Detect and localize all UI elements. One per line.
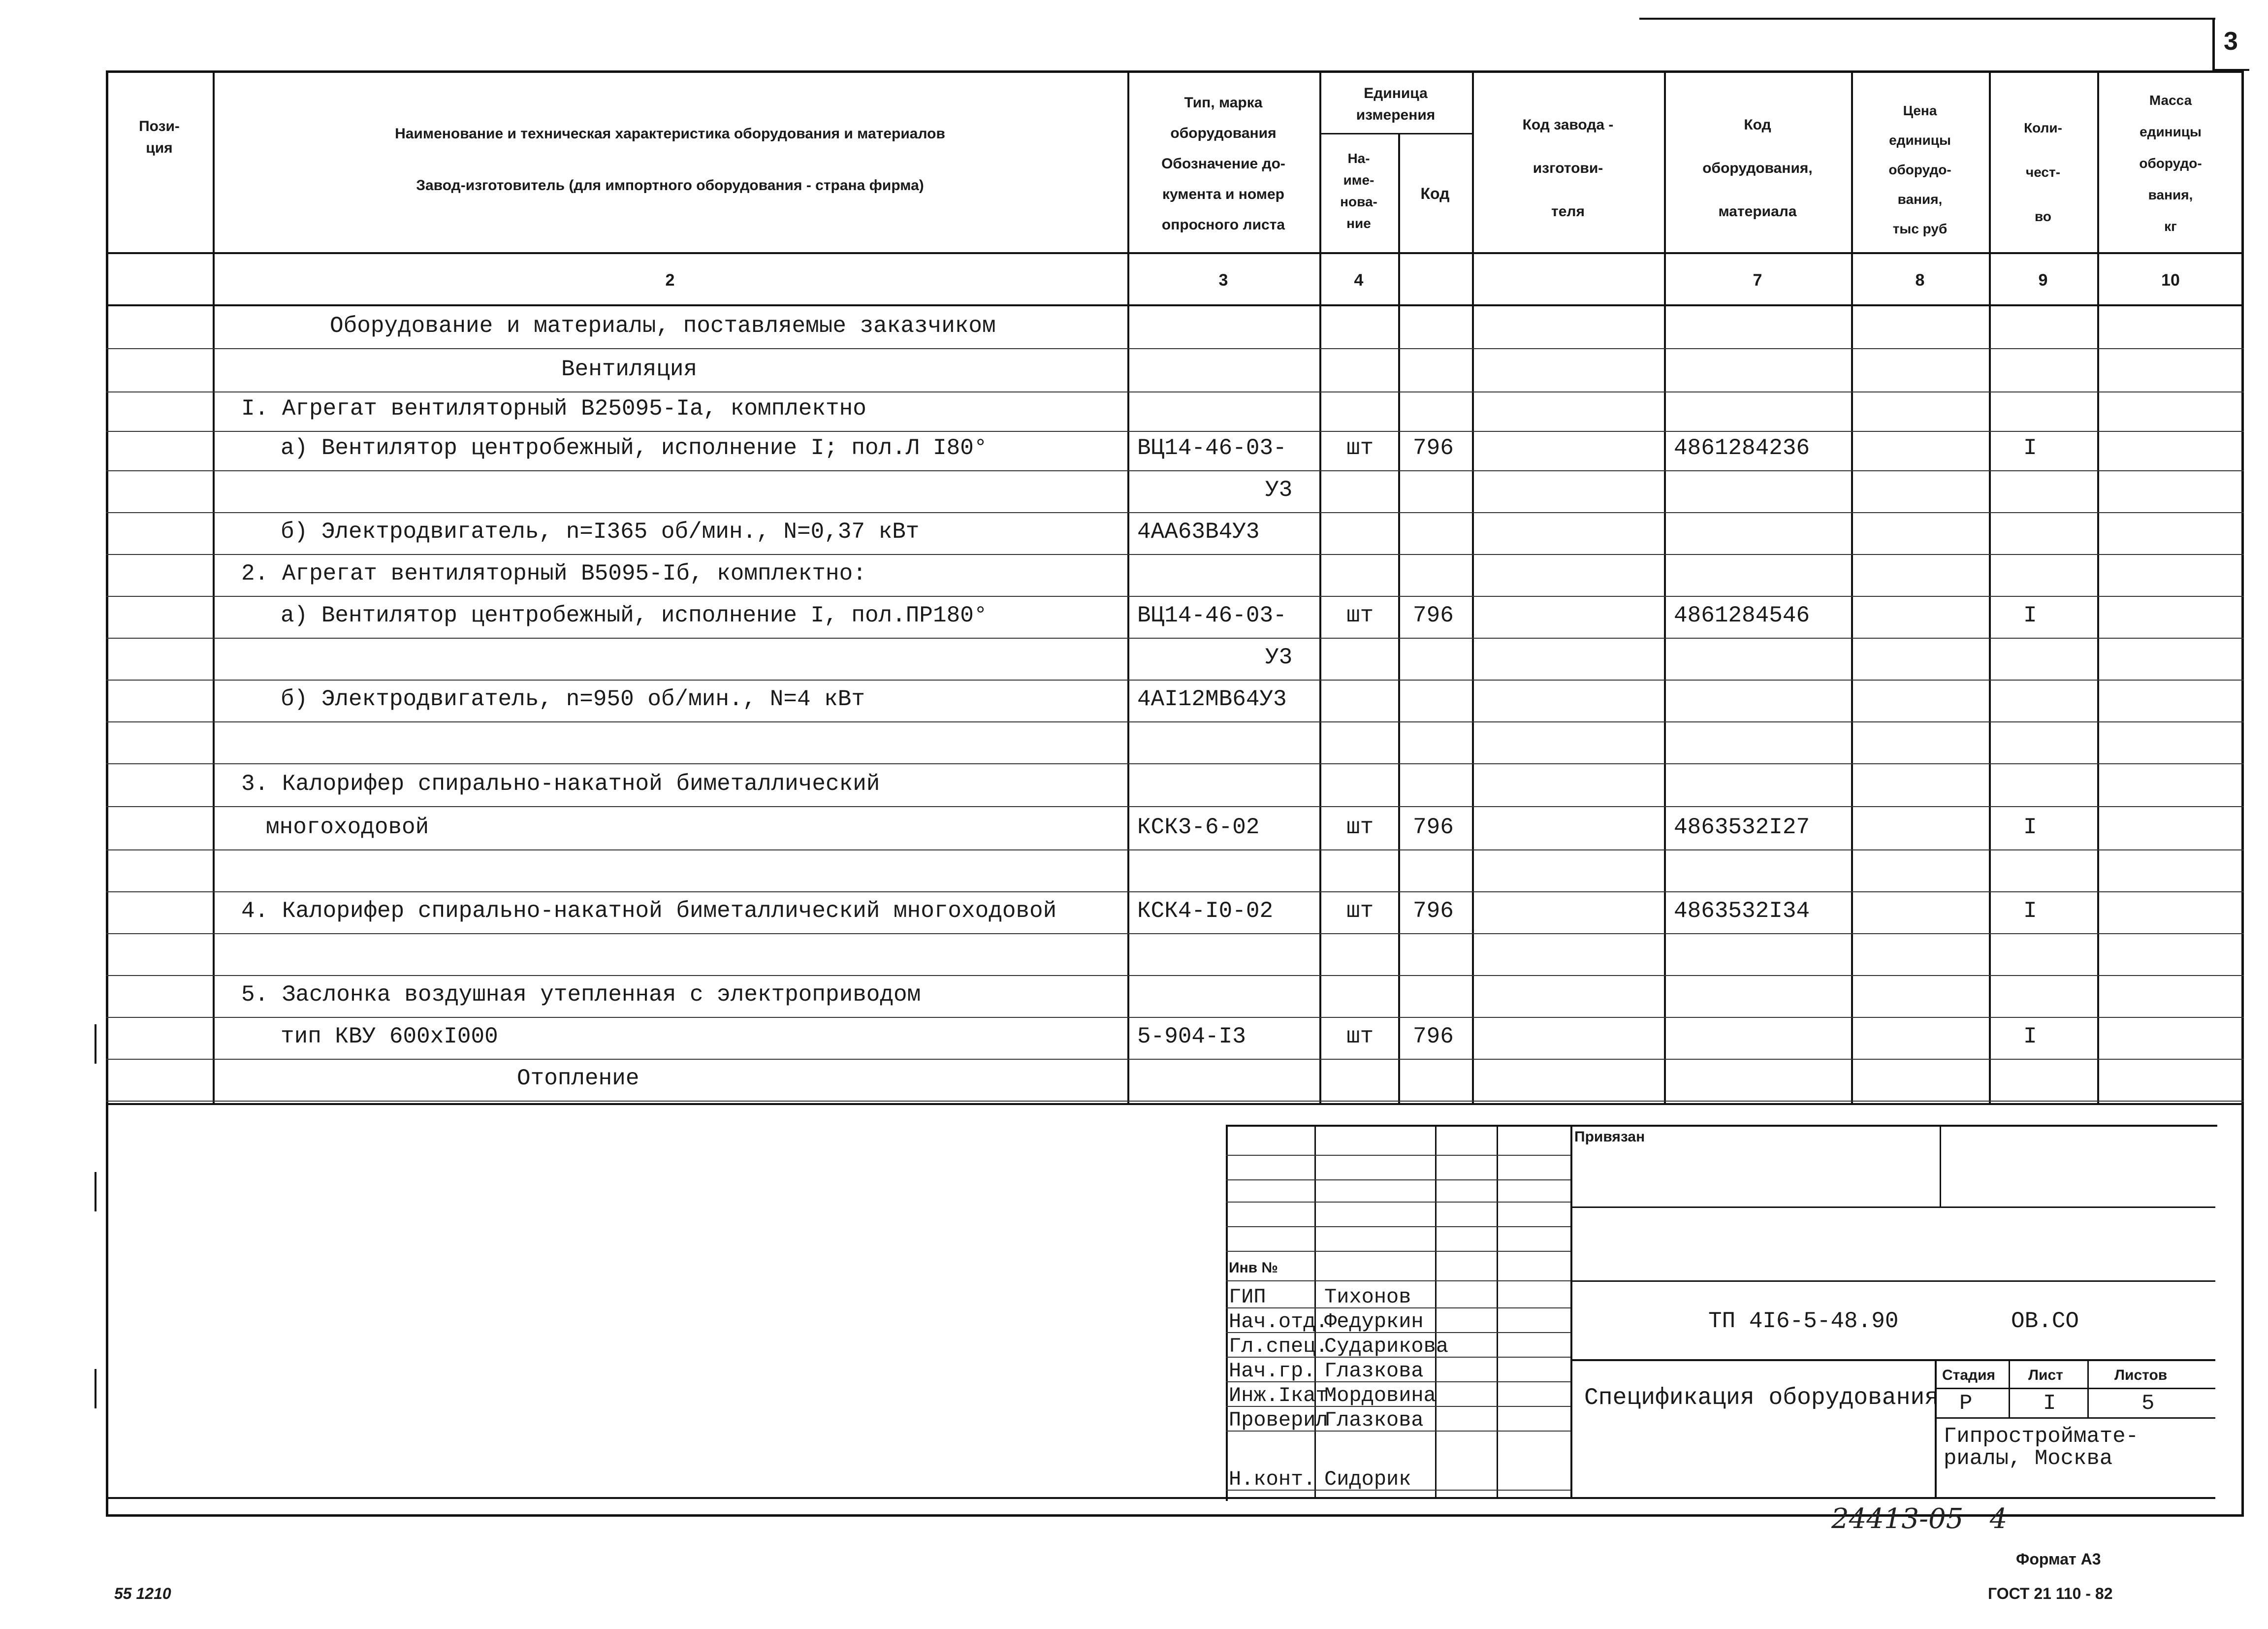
cell-quantity: I xyxy=(2023,814,2037,840)
header-mass-l3: оборудо- xyxy=(2139,156,2202,171)
stage-value-bottom xyxy=(1935,1417,2215,1419)
sheet-label: Лист xyxy=(2028,1367,2063,1383)
staff-role: Гл.спец. xyxy=(1229,1335,1328,1358)
header-equip-code-l1: Код xyxy=(1744,117,1771,133)
margin-mark-2 xyxy=(95,1172,108,1211)
header-name-line2: Завод-изготовитель (для импортного оборудования - страна фирма) xyxy=(416,177,924,194)
stage-label-bottom xyxy=(1935,1388,2215,1389)
header-position xyxy=(106,116,213,159)
cell-name: I. Агрегат вентиляторный В25095-Iа, комплектно xyxy=(241,396,866,422)
cell-name: 5. Заслонка воздушная утепленная с электроприводом xyxy=(241,982,921,1008)
cell-type: 4АI12МВ64У3 xyxy=(1137,686,1287,712)
staff-name: Глазкова xyxy=(1324,1359,1424,1383)
cell-name: а) Вентилятор центробежный, исполнение I, пол.ПР180° xyxy=(281,603,988,628)
header-price xyxy=(1851,96,1989,244)
tb-grid-line xyxy=(1226,1202,1570,1203)
table-row xyxy=(106,428,2244,470)
frame-bottom-line xyxy=(106,1497,2215,1499)
cell-type: 4АА63В4У3 xyxy=(1137,519,1260,545)
cell-name: Оборудование и материалы, поставляемые заказчиком xyxy=(330,313,996,339)
table-row xyxy=(106,1017,2244,1059)
cell-type: ВЦ14-46-03- xyxy=(1137,435,1287,461)
cell-unit: шт xyxy=(1346,435,1374,461)
tb-vline-d xyxy=(1570,1125,1572,1499)
top-rule xyxy=(1639,18,2215,20)
staff-role: Инж.Iкат. xyxy=(1229,1384,1341,1407)
archive-number: 24413-05 4 xyxy=(1831,1503,2008,1535)
header-position-l1: Пози- xyxy=(139,118,180,134)
header-position-l2: ция xyxy=(146,139,173,156)
staff-name: Сударикова xyxy=(1324,1335,1449,1358)
cell-code: 796 xyxy=(1413,814,1454,840)
header-unit-code: Код xyxy=(1420,185,1450,202)
tb-grid-line xyxy=(1226,1280,1570,1281)
staff-name: Сидорик xyxy=(1324,1467,1411,1491)
header-unit-l1: Единица xyxy=(1364,85,1428,101)
cell-code: 796 xyxy=(1413,435,1454,461)
cell-name: Вентиляция xyxy=(561,357,698,382)
cell-name: Отопление xyxy=(517,1066,639,1091)
margin-mark-3 xyxy=(95,1369,108,1408)
cell-name: б) Электродвигатель, n=I365 об/мин., N=0,37 кВт xyxy=(281,519,920,545)
staff-role: ГИП xyxy=(1229,1285,1266,1309)
staff-name: Мордовина xyxy=(1324,1384,1436,1407)
stamp-left: 55 1210 xyxy=(114,1585,171,1602)
org-line1: Гипростроймате- xyxy=(1944,1424,2139,1449)
header-mass-l5: кг xyxy=(2164,219,2177,234)
cell-quantity: I xyxy=(2023,1024,2037,1049)
header-quantity-l1: Коли- xyxy=(2024,120,2062,135)
attached-divider xyxy=(1940,1125,1941,1206)
table-row xyxy=(106,512,2244,554)
cell-unit: шт xyxy=(1346,1024,1374,1049)
tb-vline-b xyxy=(1435,1125,1437,1499)
gost-label: ГОСТ 21 110 - 82 xyxy=(1988,1585,2113,1602)
tb-grid-line xyxy=(1226,1251,1570,1252)
colnum-9: 9 xyxy=(2038,271,2048,290)
header-price-l5: тыс руб xyxy=(1892,221,1948,236)
cell-type: У3 xyxy=(1265,645,1293,670)
cell-code: 796 xyxy=(1413,898,1454,924)
colnum-4: 4 xyxy=(1354,271,1364,290)
header-unit-name-l4: ние xyxy=(1346,216,1371,231)
colnum-7: 7 xyxy=(1753,271,1762,290)
cell-name: а) Вентилятор центробежный, исполнение I; пол.Л I80° xyxy=(281,435,988,461)
cell-name: многоходовой xyxy=(266,814,429,840)
header-price-l3: оборудо- xyxy=(1888,162,1951,177)
cell-unit: шт xyxy=(1346,603,1374,628)
header-equip-code-l2: оборудования, xyxy=(1702,160,1813,176)
doc-mark: ОВ.СО xyxy=(2011,1308,2079,1334)
stage-divider xyxy=(1935,1359,1937,1499)
table-row xyxy=(106,1059,2244,1101)
table-row xyxy=(106,808,2244,849)
header-price-l1: Цена xyxy=(1903,103,1937,118)
cell-equip-code: 4861284546 xyxy=(1674,603,1810,628)
cell-name: 4. Калорифер спирально-накатной биметаллический многоходовой xyxy=(241,898,1057,924)
header-type-l4: кумента и номер xyxy=(1162,186,1285,202)
cell-type: ВЦ14-46-03- xyxy=(1137,603,1287,628)
header-manufacturer-l1: Код завода - xyxy=(1522,117,1614,133)
cell-equip-code: 4863532I34 xyxy=(1674,898,1810,924)
table-row xyxy=(106,721,2244,763)
staff-role: Нач.гр. xyxy=(1229,1359,1316,1383)
header-mass-l1: Масса xyxy=(2149,93,2192,108)
cell-name: 3. Калорифер спирально-накатной биметаллический xyxy=(241,771,880,797)
table-row xyxy=(106,350,2244,391)
inventory-label: Инв № xyxy=(1229,1260,1278,1276)
header-quantity-l3: во xyxy=(2035,209,2051,224)
row-separator xyxy=(106,348,2244,349)
table-body-bottom xyxy=(106,1103,2244,1105)
table-row xyxy=(106,389,2244,431)
header-bottom-line xyxy=(106,252,2244,254)
header-unit-name-l2: име- xyxy=(1343,172,1374,188)
cell-name: 2. Агрегат вентиляторный В5095-Iб, комплектно: xyxy=(241,561,866,586)
cell-type: У3 xyxy=(1265,477,1293,503)
header-mass-l2: единицы xyxy=(2140,124,2202,139)
code-top xyxy=(1570,1280,2215,1282)
header-unit-name-l1: На- xyxy=(1347,151,1370,166)
header-type xyxy=(1127,88,1319,240)
tb-vline-c xyxy=(1497,1125,1498,1499)
staff-role: Н.конт. xyxy=(1229,1467,1316,1491)
sheet-number-box xyxy=(2212,20,2249,71)
sheets-value: 5 xyxy=(2141,1391,2155,1416)
colnum-8: 8 xyxy=(1915,271,1925,290)
cell-quantity: I xyxy=(2023,435,2037,461)
cell-unit: шт xyxy=(1346,814,1374,840)
table-row xyxy=(106,596,2244,638)
header-manufacturer-l2: изготови- xyxy=(1533,160,1603,176)
cell-equip-code: 4863532I27 xyxy=(1674,814,1810,840)
cell-name: б) Электродвигатель, n=950 об/мин., N=4 кВт xyxy=(281,686,865,712)
colnum-10: 10 xyxy=(2161,271,2180,290)
table-row xyxy=(106,680,2244,721)
org-line2: риалы, Москва xyxy=(1944,1446,2113,1471)
sheet-value: I xyxy=(2043,1391,2056,1416)
header-quantity-l2: чест- xyxy=(2025,164,2061,180)
header-price-l4: вания, xyxy=(1897,192,1943,207)
table-row xyxy=(106,470,2244,512)
row-separator xyxy=(106,1101,2244,1102)
header-type-l3: Обозначение до- xyxy=(1161,156,1285,172)
cell-code: 796 xyxy=(1413,1024,1454,1049)
cell-code: 796 xyxy=(1413,603,1454,628)
header-unit-l2: измерения xyxy=(1356,106,1436,123)
doc-title: Спецификация оборудования xyxy=(1584,1385,1939,1411)
table-row xyxy=(106,849,2244,891)
header-equip-code xyxy=(1664,103,1851,233)
header-type-l5: опросного листа xyxy=(1161,217,1285,233)
sheet-number: 3 xyxy=(2224,27,2238,56)
cell-equip-code: 4861284236 xyxy=(1674,435,1810,461)
staff-role: Проверил xyxy=(1229,1408,1328,1432)
unit-subheader-line xyxy=(1319,133,1472,134)
tb-grid-line xyxy=(1226,1155,1570,1156)
stage-label: Стадия xyxy=(1942,1367,1996,1383)
header-equip-code-l3: материала xyxy=(1718,203,1797,220)
table-row xyxy=(106,975,2244,1017)
header-unit-name xyxy=(1319,148,1398,234)
colnum-2: 2 xyxy=(665,271,675,290)
table-row xyxy=(106,891,2244,933)
header-manufacturer xyxy=(1472,103,1664,233)
row-separator xyxy=(106,806,2244,807)
header-mass-l4: вания, xyxy=(2148,187,2193,202)
cell-unit: шт xyxy=(1346,898,1374,924)
margin-mark-1 xyxy=(95,1024,108,1064)
header-manufacturer-l3: теля xyxy=(1551,203,1585,220)
attached-label: Привязан xyxy=(1574,1129,1645,1145)
header-price-l2: единицы xyxy=(1889,132,1951,148)
header-quantity xyxy=(1989,106,2097,239)
cell-type: 5-904-I3 xyxy=(1137,1024,1246,1049)
table-row xyxy=(106,933,2244,975)
staff-role: Нач.отд. xyxy=(1229,1310,1328,1334)
cell-type: КСК4-I0-02 xyxy=(1137,898,1274,924)
cell-name: тип КВУ 600хI000 xyxy=(281,1024,498,1049)
table-row xyxy=(106,764,2244,806)
staff-name: Глазкова xyxy=(1324,1408,1424,1432)
header-type-l1: Тип, марка xyxy=(1184,95,1263,111)
cell-quantity: I xyxy=(2023,898,2037,924)
attached-bottom xyxy=(1570,1206,2215,1208)
tb-grid-line xyxy=(1226,1226,1570,1227)
header-mass xyxy=(2097,85,2244,242)
stage-value: Р xyxy=(1959,1391,1973,1416)
table-row xyxy=(106,554,2244,596)
tb-grid-line xyxy=(1226,1179,1570,1180)
colnum-3: 3 xyxy=(1218,271,1228,290)
table-row xyxy=(106,306,2244,348)
header-name-line1: Наименование и техническая характеристика оборудования и материалов xyxy=(395,126,945,142)
header-type-l2: оборудования xyxy=(1170,125,1277,141)
header-unit-group xyxy=(1319,83,1472,126)
doc-code: ТП 4I6-5-48.90 xyxy=(1708,1308,1899,1334)
sheets-label: Листов xyxy=(2114,1367,2168,1383)
header-unit-name-l3: нова- xyxy=(1340,194,1377,209)
code-bottom xyxy=(1570,1359,2215,1361)
staff-name: Тихонов xyxy=(1324,1285,1411,1309)
table-row xyxy=(106,638,2244,680)
cell-type: КСК3-6-02 xyxy=(1137,814,1260,840)
cell-quantity: I xyxy=(2023,603,2037,628)
format-label: Формат А3 xyxy=(2016,1550,2101,1568)
staff-name: Федуркин xyxy=(1324,1310,1424,1334)
